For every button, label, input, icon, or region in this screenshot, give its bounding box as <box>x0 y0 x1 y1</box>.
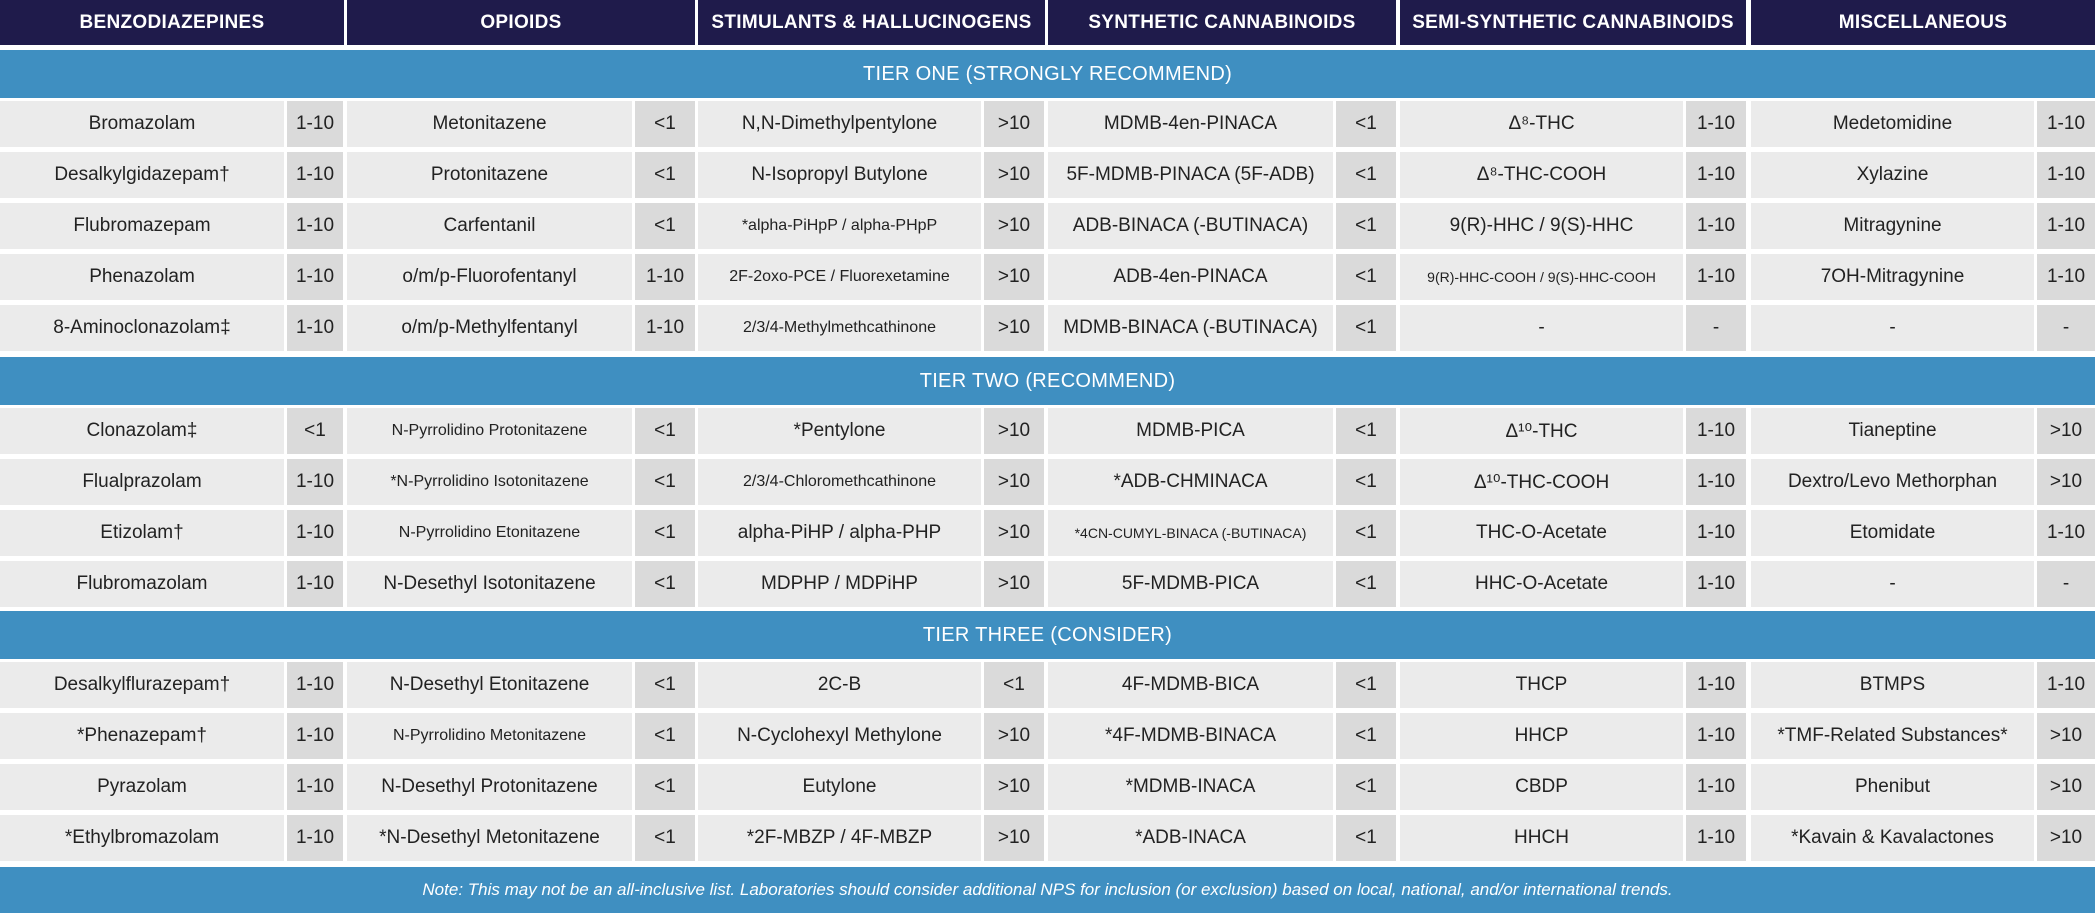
substance-name: Flubromazepam <box>0 203 284 249</box>
concentration-value: 1-10 <box>2037 152 2095 198</box>
concentration-value: 1-10 <box>287 510 343 556</box>
concentration-value: 1-10 <box>287 561 343 607</box>
substance-name: *4F-MDMB-BINACA <box>1048 713 1333 759</box>
substance-name: *2F-MBZP / 4F-MBZP <box>698 815 981 861</box>
concentration-value: 1-10 <box>1686 561 1746 607</box>
concentration-value: 1-10 <box>2037 101 2095 147</box>
concentration-value: >10 <box>984 764 1044 810</box>
concentration-value: <1 <box>635 152 695 198</box>
concentration-value: <1 <box>1336 561 1396 607</box>
substance-name: alpha-PiHP / alpha-PHP <box>698 510 981 556</box>
substance-name: 7OH-Mitragynine <box>1751 254 2034 300</box>
substance-name: Δ¹⁰-THC <box>1400 408 1683 454</box>
substance-name: Dextro/Levo Methorphan <box>1751 459 2034 505</box>
concentration-value: <1 <box>1336 713 1396 759</box>
substance-name: THC-O-Acetate <box>1400 510 1683 556</box>
concentration-value: <1 <box>1336 764 1396 810</box>
concentration-value: <1 <box>1336 101 1396 147</box>
concentration-value: 1-10 <box>635 305 695 351</box>
concentration-value: >10 <box>984 152 1044 198</box>
concentration-value: >10 <box>984 408 1044 454</box>
concentration-value: >10 <box>984 459 1044 505</box>
substance-name: 2/3/4-Methylmethcathinone <box>698 305 981 351</box>
substance-name: Flualprazolam <box>0 459 284 505</box>
concentration-value: <1 <box>635 764 695 810</box>
substance-name: N-Cyclohexyl Methylone <box>698 713 981 759</box>
concentration-value: - <box>2037 561 2095 607</box>
concentration-value: 1-10 <box>287 101 343 147</box>
substance-name: N-Pyrrolidino Metonitazene <box>347 713 632 759</box>
concentration-value: >10 <box>2037 713 2095 759</box>
substance-name: 5F-MDMB-PICA <box>1048 561 1333 607</box>
substance-name: *alpha-PiHpP / alpha-PHpP <box>698 203 981 249</box>
concentration-value: <1 <box>1336 254 1396 300</box>
substance-name: CBDP <box>1400 764 1683 810</box>
substance-name: MDPHP / MDPiHP <box>698 561 981 607</box>
substance-name: - <box>1751 561 2034 607</box>
substance-name: Carfentanil <box>347 203 632 249</box>
substance-name: Xylazine <box>1751 152 2034 198</box>
concentration-value: 1-10 <box>287 713 343 759</box>
substance-name: 2C-B <box>698 662 981 708</box>
substance-name: 8-Aminoclonazolam‡ <box>0 305 284 351</box>
concentration-value: 1-10 <box>1686 713 1746 759</box>
concentration-value: <1 <box>635 101 695 147</box>
concentration-value: 1-10 <box>287 305 343 351</box>
concentration-value: 1-10 <box>1686 815 1746 861</box>
concentration-value: >10 <box>984 713 1044 759</box>
column-header-2: STIMULANTS & HALLUCINOGENS <box>698 0 1045 45</box>
concentration-value: >10 <box>984 101 1044 147</box>
substance-name: *Pentylone <box>698 408 981 454</box>
concentration-value: 1-10 <box>2037 203 2095 249</box>
substance-name: N-Desethyl Protonitazene <box>347 764 632 810</box>
concentration-value: - <box>1686 305 1746 351</box>
substance-name: Desalkylflurazepam† <box>0 662 284 708</box>
concentration-value: >10 <box>984 305 1044 351</box>
tier-banner-1: TIER ONE (STRONGLY RECOMMEND) <box>0 50 2095 98</box>
substance-name: *Ethylbromazolam <box>0 815 284 861</box>
substance-name: *N-Pyrrolidino Isotonitazene <box>347 459 632 505</box>
concentration-value: <1 <box>635 662 695 708</box>
concentration-value: 1-10 <box>1686 662 1746 708</box>
concentration-value: 1-10 <box>287 764 343 810</box>
substance-name: Δ⁸-THC-COOH <box>1400 152 1683 198</box>
concentration-value: >10 <box>2037 459 2095 505</box>
substance-name: Protonitazene <box>347 152 632 198</box>
concentration-value: <1 <box>1336 408 1396 454</box>
substance-name: ADB-BINACA (-BUTINACA) <box>1048 203 1333 249</box>
substance-name: Phenibut <box>1751 764 2034 810</box>
concentration-value: 1-10 <box>1686 408 1746 454</box>
column-header-4: SEMI-SYNTHETIC CANNABINOIDS <box>1400 0 1746 45</box>
concentration-value: 1-10 <box>1686 510 1746 556</box>
substance-name: Bromazolam <box>0 101 284 147</box>
column-header-3: SYNTHETIC CANNABINOIDS <box>1048 0 1396 45</box>
concentration-value: 1-10 <box>2037 510 2095 556</box>
concentration-value: 1-10 <box>287 459 343 505</box>
concentration-value: <1 <box>635 510 695 556</box>
concentration-value: <1 <box>635 408 695 454</box>
concentration-value: <1 <box>635 815 695 861</box>
concentration-value: - <box>2037 305 2095 351</box>
substance-name: Δ¹⁰-THC-COOH <box>1400 459 1683 505</box>
substance-name: N-Pyrrolidino Protonitazene <box>347 408 632 454</box>
concentration-value: 1-10 <box>1686 101 1746 147</box>
substance-name: *Phenazepam† <box>0 713 284 759</box>
concentration-value: <1 <box>287 408 343 454</box>
tier-banner-3: TIER THREE (CONSIDER) <box>0 611 2095 659</box>
concentration-value: >10 <box>2037 764 2095 810</box>
substance-name: Metonitazene <box>347 101 632 147</box>
concentration-value: 1-10 <box>1686 152 1746 198</box>
concentration-value: 1-10 <box>287 152 343 198</box>
column-header-5: MISCELLANEOUS <box>1751 0 2095 45</box>
substance-name: N,N-Dimethylpentylone <box>698 101 981 147</box>
substance-name: o/m/p-Methylfentanyl <box>347 305 632 351</box>
concentration-value: <1 <box>635 561 695 607</box>
substance-name: Mitragynine <box>1751 203 2034 249</box>
tier-banner-2: TIER TWO (RECOMMEND) <box>0 357 2095 405</box>
substance-name: 9(R)-HHC-COOH / 9(S)-HHC-COOH <box>1400 254 1683 300</box>
substance-name: MDMB-4en-PINACA <box>1048 101 1333 147</box>
concentration-value: 1-10 <box>287 662 343 708</box>
concentration-value: 1-10 <box>1686 203 1746 249</box>
concentration-value: <1 <box>1336 305 1396 351</box>
substance-name: 4F-MDMB-BICA <box>1048 662 1333 708</box>
concentration-value: 1-10 <box>1686 764 1746 810</box>
column-header-0: BENZODIAZEPINES <box>0 0 344 45</box>
column-header-1: OPIOIDS <box>347 0 695 45</box>
substance-name: Clonazolam‡ <box>0 408 284 454</box>
substance-name: N-Pyrrolidino Etonitazene <box>347 510 632 556</box>
concentration-value: >10 <box>2037 408 2095 454</box>
substance-name: MDMB-BINACA (-BUTINACA) <box>1048 305 1333 351</box>
substance-name: o/m/p-Fluorofentanyl <box>347 254 632 300</box>
substance-name: N-Desethyl Etonitazene <box>347 662 632 708</box>
concentration-value: <1 <box>1336 662 1396 708</box>
concentration-value: 1-10 <box>2037 254 2095 300</box>
concentration-value: >10 <box>984 561 1044 607</box>
concentration-value: <1 <box>1336 152 1396 198</box>
substance-name: Pyrazolam <box>0 764 284 810</box>
substance-name: 9(R)-HHC / 9(S)-HHC <box>1400 203 1683 249</box>
substance-name: HHCH <box>1400 815 1683 861</box>
substance-name: Etomidate <box>1751 510 2034 556</box>
concentration-value: <1 <box>1336 203 1396 249</box>
footer-note: Note: This may not be an all-inclusive list. Laboratories should consider additional NPS for inclusion (or exclusion) based on local, national, and/or international trends. <box>0 867 2095 913</box>
substance-name: BTMPS <box>1751 662 2034 708</box>
concentration-value: 1-10 <box>287 254 343 300</box>
concentration-value: 1-10 <box>635 254 695 300</box>
substance-name: Phenazolam <box>0 254 284 300</box>
concentration-value: <1 <box>635 459 695 505</box>
substance-name: - <box>1751 305 2034 351</box>
substance-name: *Kavain & Kavalactones <box>1751 815 2034 861</box>
substance-name: THCP <box>1400 662 1683 708</box>
concentration-value: 1-10 <box>2037 662 2095 708</box>
concentration-value: <1 <box>1336 815 1396 861</box>
concentration-value: 1-10 <box>1686 459 1746 505</box>
substance-name: Medetomidine <box>1751 101 2034 147</box>
concentration-value: >10 <box>984 815 1044 861</box>
substance-name: *TMF-Related Substances* <box>1751 713 2034 759</box>
concentration-value: <1 <box>984 662 1044 708</box>
substance-name: 2F-2oxo-PCE / Fluorexetamine <box>698 254 981 300</box>
concentration-value: <1 <box>635 713 695 759</box>
concentration-value: <1 <box>635 203 695 249</box>
substance-name: *MDMB-INACA <box>1048 764 1333 810</box>
substance-name: MDMB-PICA <box>1048 408 1333 454</box>
substance-name: Tianeptine <box>1751 408 2034 454</box>
substance-name: *ADB-CHMINACA <box>1048 459 1333 505</box>
substance-name: N-Isopropyl Butylone <box>698 152 981 198</box>
substance-name: Etizolam† <box>0 510 284 556</box>
concentration-value: 1-10 <box>287 203 343 249</box>
substance-name: ADB-4en-PINACA <box>1048 254 1333 300</box>
concentration-value: >10 <box>984 510 1044 556</box>
concentration-value: 1-10 <box>287 815 343 861</box>
substance-name: 5F-MDMB-PINACA (5F-ADB) <box>1048 152 1333 198</box>
substance-name: Eutylone <box>698 764 981 810</box>
concentration-value: <1 <box>1336 459 1396 505</box>
substance-name: HHCP <box>1400 713 1683 759</box>
concentration-value: <1 <box>1336 510 1396 556</box>
substance-name: N-Desethyl Isotonitazene <box>347 561 632 607</box>
concentration-value: >10 <box>984 203 1044 249</box>
concentration-value: >10 <box>2037 815 2095 861</box>
substance-name: Flubromazolam <box>0 561 284 607</box>
substance-name: *N-Desethyl Metonitazene <box>347 815 632 861</box>
substance-name: Δ⁸-THC <box>1400 101 1683 147</box>
concentration-value: 1-10 <box>1686 254 1746 300</box>
substance-name: HHC-O-Acetate <box>1400 561 1683 607</box>
substance-name: Desalkylgidazepam† <box>0 152 284 198</box>
substance-name: *ADB-INACA <box>1048 815 1333 861</box>
substance-name: 2/3/4-Chloromethcathinone <box>698 459 981 505</box>
substance-name: *4CN-CUMYL-BINACA (-BUTINACA) <box>1048 510 1333 556</box>
concentration-value: >10 <box>984 254 1044 300</box>
substance-name: - <box>1400 305 1683 351</box>
